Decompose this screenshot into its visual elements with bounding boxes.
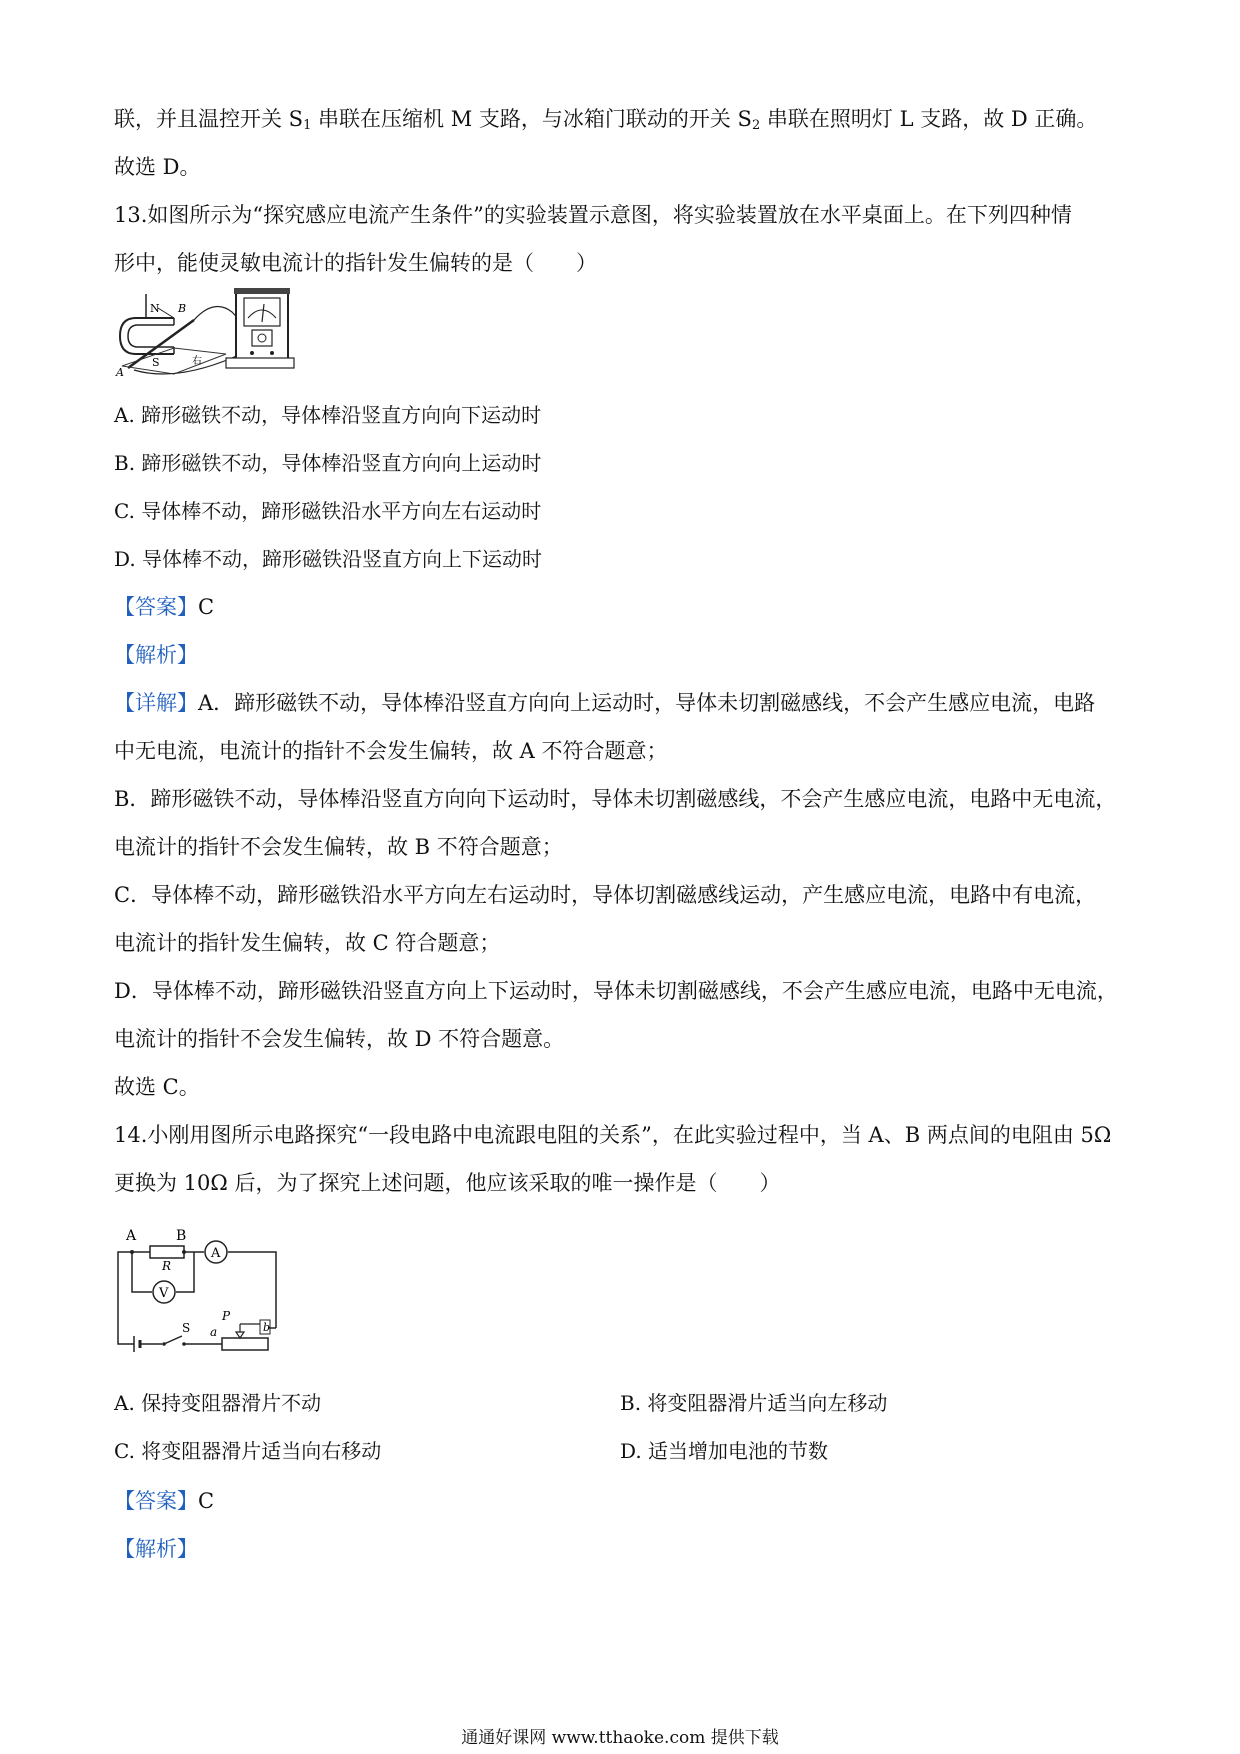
q14-answer xyxy=(114,1486,214,1516)
slider-p-icon xyxy=(236,1324,244,1338)
q13-detail-line-8: 电流计的指针不会发生偏转，故 D 不符合题意。 xyxy=(114,1027,565,1051)
answer-tag: 【答案】 xyxy=(114,1489,198,1513)
label-voltmeter: V xyxy=(159,1286,169,1301)
q14-option-c: C. 将变阻器滑片适当向右移动 xyxy=(114,1439,382,1463)
label-right: 右 xyxy=(192,356,202,367)
label-point-a: A xyxy=(126,1228,137,1244)
circuit-figure xyxy=(112,1228,292,1356)
detail-tag: 【详解】 xyxy=(114,691,198,715)
q13-stem-line-2: 形中，能使灵敏电流计的指针发生偏转的是（ ） xyxy=(114,251,597,275)
q12-tail-text-2: 串联在压缩机 M 支路，与冰箱门联动的开关 S xyxy=(311,107,752,131)
q13-analysis-tag xyxy=(114,640,198,670)
label-b: B xyxy=(178,302,187,315)
label-p: P xyxy=(222,1309,231,1323)
label-s: S xyxy=(152,356,160,369)
resistor-r xyxy=(150,1246,184,1258)
label-s: S xyxy=(182,1321,191,1335)
q13-answer xyxy=(114,592,214,622)
q13-detail-line-7: D．导体棒不动，蹄形磁铁沿竖直方向上下运动时，导体未切割磁感线，不会产生感应电流，电路中无电流， xyxy=(114,979,1118,1003)
analysis-tag: 【解析】 xyxy=(114,643,198,667)
q12-tail-text-1: 联，并且温控开关 S xyxy=(114,107,304,131)
q13-option-b: B. 蹄形磁铁不动，导体棒沿竖直方向向上运动时 xyxy=(114,451,542,475)
answer-value: C xyxy=(198,595,215,619)
q13-detail-line-1 xyxy=(114,688,1095,718)
q12-tail-text-3: 串联在照明灯 L 支路，故 D 正确。 xyxy=(760,107,1098,131)
label-n: N xyxy=(150,302,160,315)
switch-icon xyxy=(164,1336,182,1344)
page-footer: 通通好课网 www.tthaoke.com 提供下载 xyxy=(461,1728,779,1748)
q14-stem-line-1: 14.小刚用图所示电路探究“一段电路中电流跟电阻的关系”，在此实验过程中，当 A、B 两点间的电阻由 5Ω xyxy=(114,1123,1112,1147)
label-ammeter: A xyxy=(211,1246,221,1261)
answer-tag: 【答案】 xyxy=(114,595,198,619)
q14-option-b: B. 将变阻器滑片适当向左移动 xyxy=(620,1391,888,1415)
rheostat xyxy=(222,1338,268,1350)
q13-detail-line-3: B．蹄形磁铁不动，导体棒沿竖直方向向下运动时，导体未切割磁感线，不会产生感应电流，电路中无电流， xyxy=(114,787,1117,811)
q13-conclusion: 故选 C。 xyxy=(114,1075,200,1099)
label-b-end: b xyxy=(263,1321,271,1334)
q14-option-d: D. 适当增加电池的节数 xyxy=(620,1439,829,1463)
q12-tail-line xyxy=(114,104,1097,134)
q13-option-a: A. 蹄形磁铁不动，导体棒沿竖直方向向下运动时 xyxy=(114,403,542,427)
q13-detail-line-6: 电流计的指针发生偏转，故 C 符合题意； xyxy=(114,931,501,955)
q13-option-d: D. 导体棒不动，蹄形磁铁沿竖直方向上下运动时 xyxy=(114,547,543,571)
induction-apparatus-figure xyxy=(114,288,298,380)
analysis-tag: 【解析】 xyxy=(114,1537,198,1561)
q13-detail-line-4: 电流计的指针不会发生偏转，故 B 不符合题意； xyxy=(114,835,563,859)
q14-stem-line-2: 更换为 10Ω 后，为了探究上述问题，他应该采取的唯一操作是（ ） xyxy=(114,1171,781,1195)
q13-stem-line-1: 13.如图所示为“探究感应电流产生条件”的实验装置示意图，将实验装置放在水平桌面上。在下列四种情 xyxy=(114,203,1072,227)
subscript-1: 1 xyxy=(303,118,312,133)
q14-analysis-tag xyxy=(114,1534,198,1564)
q13-detail-line-2: 中无电流，电流计的指针不会发生偏转，故 A 不符合题意； xyxy=(114,739,668,763)
detail-text: A．蹄形磁铁不动，导体棒沿竖直方向向上运动时，导体未切割磁感线，不会产生感应电流，电路 xyxy=(198,691,1096,715)
q13-option-c: C. 导体棒不动，蹄形磁铁沿水平方向左右运动时 xyxy=(114,499,542,523)
q13-detail-line-5: C．导体棒不动，蹄形磁铁沿水平方向左右运动时，导体切割磁感线运动，产生感应电流，电路中有电流， xyxy=(114,883,1097,907)
label-a: A xyxy=(116,366,124,379)
label-r: R xyxy=(162,1259,172,1273)
subscript-2: 2 xyxy=(751,118,761,133)
q14-option-a: A. 保持变阻器滑片不动 xyxy=(114,1391,322,1415)
q12-conclusion: 故选 D。 xyxy=(114,155,201,179)
label-point-b: B xyxy=(176,1228,187,1244)
answer-value: C xyxy=(198,1489,215,1513)
label-a-end: a xyxy=(210,1325,218,1339)
